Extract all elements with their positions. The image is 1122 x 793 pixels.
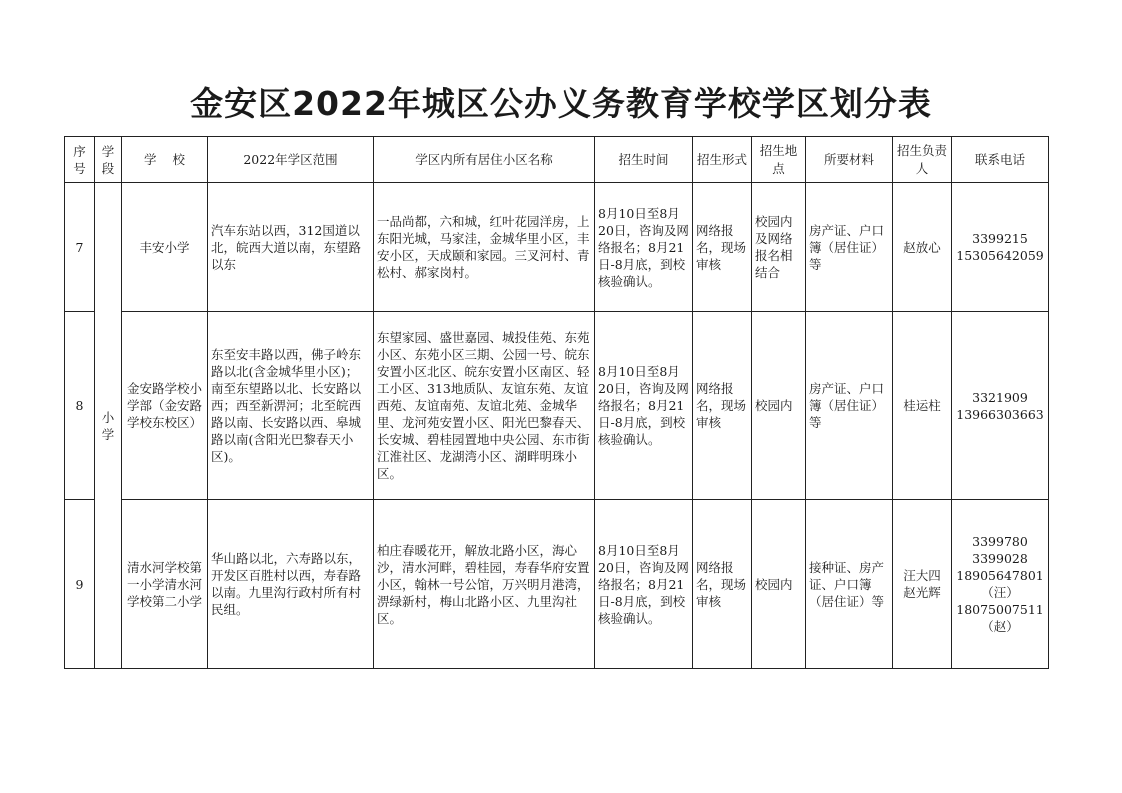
- cell-range: 华山路以北，六寿路以东，开发区百胜村以西，寿春路以南。九里沟行政村所有村民组。: [208, 500, 374, 669]
- cell-materials: 房产证、户口簿（居住证）等: [806, 183, 893, 312]
- header-communities: 学区内所有居住小区名称: [374, 137, 595, 183]
- cell-phone: 3321909 13966303663: [952, 312, 1049, 500]
- cell-time: 8月10日至8月20日，咨询及网络报名；8月21日-8月底，到校核验确认。: [595, 500, 693, 669]
- cell-materials: 房产证、户口簿（居住证）等: [806, 312, 893, 500]
- cell-range: 汽车东站以西，312国道以北，皖西大道以南，东望路以东: [208, 183, 374, 312]
- cell-materials: 接种证、房产证、户口簿（居住证）等: [806, 500, 893, 669]
- cell-school: 丰安小学: [122, 183, 208, 312]
- cell-form: 网络报名，现场审核: [693, 312, 752, 500]
- cell-range: 东至安丰路以西，佛子岭东路以北(含金城华里小区)；南至东望路以北、长安路以西；西至新淠河；北至皖西路以南、长安路以西、皋城路以南(含阳光巴黎春天小区)。: [208, 312, 374, 500]
- cell-no: 9: [65, 500, 95, 669]
- cell-person: 桂运柱: [893, 312, 952, 500]
- cell-stage: 小学: [95, 183, 122, 669]
- cell-communities: 东望家园、盛世嘉园、城投佳苑、东苑小区、东苑小区三期、公园一号、皖东安置小区北区、皖东安置小区南区、轻工小区、313地质队、友谊东苑、友谊西苑、友谊南苑、友谊北苑、金城华里、龙河苑安置小区、阳光巴黎春天、长安城、碧桂园置地中央公园、东市街江淮社区、龙湖湾小区、湖畔明珠小区。: [374, 312, 595, 500]
- header-place: 招生地点: [752, 137, 806, 183]
- table-header-row: [65, 137, 1049, 183]
- cell-place: 校园内: [752, 500, 806, 669]
- cell-school: 清水河学校第一小学清水河学校第二小学: [122, 500, 208, 669]
- page-title: 金安区2022年城区公办义务教育学校学区划分表: [190, 84, 932, 123]
- header-phone: 联系电话: [952, 137, 1049, 183]
- cell-time: 8月10日至8月20日，咨询及网络报名；8月21日-8月底，到校核验确认。: [595, 183, 693, 312]
- cell-place: 校园内及网络报名相结合: [752, 183, 806, 312]
- cell-no: 7: [65, 183, 95, 312]
- table-row: [65, 312, 1049, 500]
- cell-form: 网络报名，现场审核: [693, 183, 752, 312]
- cell-time: 8月10日至8月20日，咨询及网络报名；8月21日-8月底，到校核验确认。: [595, 312, 693, 500]
- table-row: [65, 500, 1049, 669]
- cell-phone: 3399780 3399028 18905647801 （汪） 18075007511 （赵）: [952, 500, 1049, 669]
- header-range: 2022年学区范围: [208, 137, 374, 183]
- header-school: 学 校: [122, 137, 208, 183]
- cell-school: 金安路学校小学部（金安路学校东校区）: [122, 312, 208, 500]
- cell-person: 赵放心: [893, 183, 952, 312]
- header-time: 招生时间: [595, 137, 693, 183]
- cell-no: 8: [65, 312, 95, 500]
- school-district-table: [64, 136, 1049, 669]
- header-no: 序号: [65, 137, 95, 183]
- header-materials: 所要材料: [806, 137, 893, 183]
- cell-communities: 一品尚都，六和城，红叶花园洋房，上东阳光城，马家洼，金城华里小区，丰安小区，天成颐和家园。三叉河村、青松村、郝家岗村。: [374, 183, 595, 312]
- header-form: 招生形式: [693, 137, 752, 183]
- table-row: [65, 183, 1049, 312]
- cell-place: 校园内: [752, 312, 806, 500]
- cell-phone: 3399215 15305642059: [952, 183, 1049, 312]
- cell-communities: 柏庄春暖花开，解放北路小区，海心沙，清水河畔，碧桂园，寿春华府安置小区，翰林一号公馆，万兴明月港湾，淠绿新村，梅山北路小区、九里沟社区。: [374, 500, 595, 669]
- cell-person: 汪大四 赵光辉: [893, 500, 952, 669]
- header-stage: 学段: [95, 137, 122, 183]
- header-person: 招生负责人: [893, 137, 952, 183]
- cell-form: 网络报名，现场审核: [693, 500, 752, 669]
